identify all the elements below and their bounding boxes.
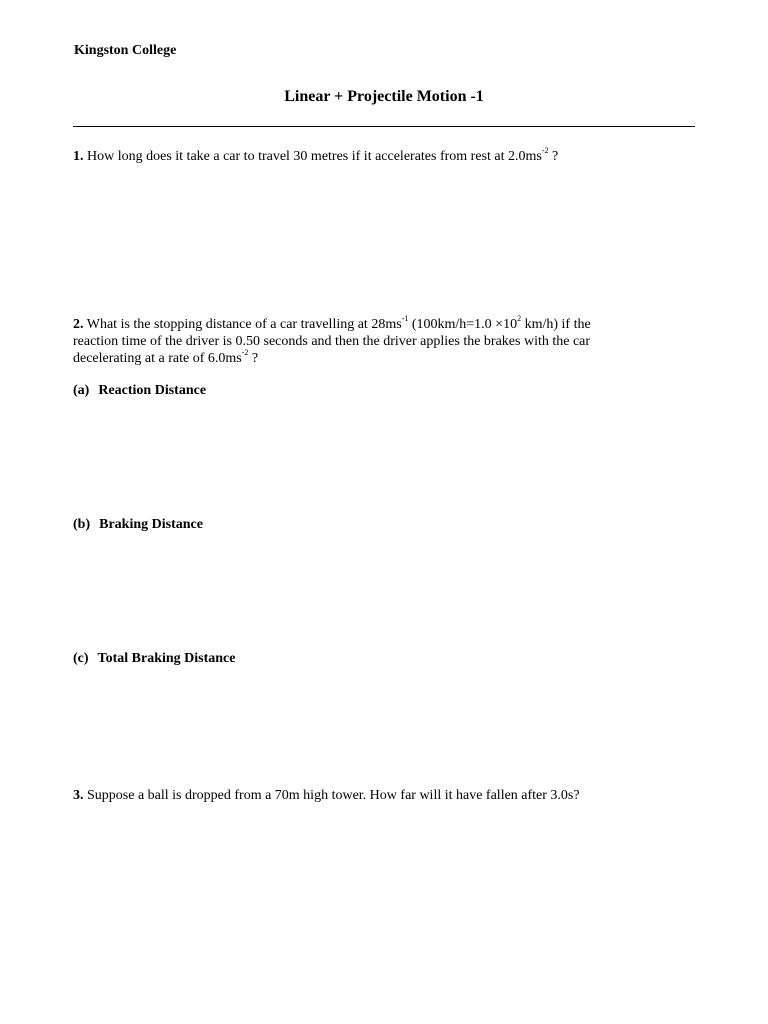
question-1 [73,148,695,165]
question-2-exponent-2: 2 [517,314,522,324]
question-2-exponent-3: -2 [241,348,249,358]
question-2-line-2: reaction time of the driver is 0.50 seconds and then the driver applies the brakes with the car [73,334,591,349]
part-a-label: (a) [73,383,90,398]
question-2-line-1 [73,316,695,333]
question-2 [73,316,695,367]
part-a-heading [73,383,206,399]
question-1-end: ? [548,149,559,164]
school-name: Kingston College [74,43,177,58]
question-1-exponent: -2 [541,146,549,156]
part-b-text: Braking Distance [99,517,203,532]
question-2-number: 2. [73,317,84,332]
question-2-text-e: ? [248,351,259,366]
question-2-text-a: What is the stopping distance of a car travelling at 28ms [86,317,402,332]
question-3 [73,787,695,804]
question-2-text-b: (100km/h=1.0 ×10 [408,317,518,332]
page-title: Linear + Projectile Motion -1 [284,88,484,105]
question-1-text: How long does it take a car to travel 30 metres if it accelerates from rest at 2.0ms [87,149,542,164]
part-c-text: Total Braking Distance [97,651,236,666]
part-b-heading [73,517,203,533]
question-3-number: 3. [73,788,84,803]
part-b-label: (b) [73,517,91,532]
question-1-number: 1. [73,149,84,164]
part-c-heading [73,651,236,667]
question-2-text-c: km/h) if the [521,317,591,332]
question-2-line-3 [73,350,695,367]
question-2-exponent-1: -1 [401,314,409,324]
part-c-label: (c) [73,651,89,666]
question-2-text-d: decelerating at a rate of 6.0ms [73,351,242,366]
part-a-text: Reaction Distance [98,383,207,398]
title-divider [73,126,695,127]
question-3-text: Suppose a ball is dropped from a 70m high tower. How far will it have fallen after 3.0s? [87,788,580,803]
